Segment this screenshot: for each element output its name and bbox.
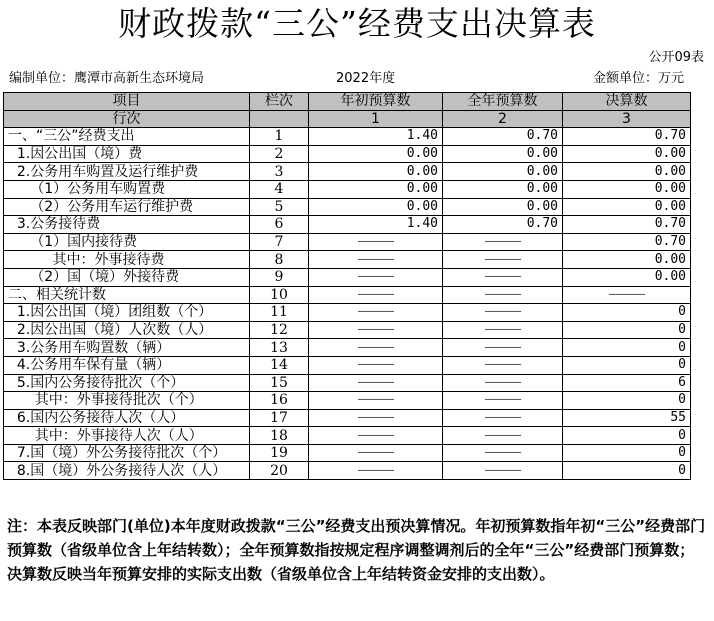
row-budget-full[interactable]: ———— [443,392,563,410]
row-budget-full[interactable]: ———— [443,268,563,286]
row-budget-full[interactable]: ———— [443,444,563,462]
row-final[interactable]: 0 [563,392,691,410]
row-final[interactable]: 0 [563,339,691,357]
row-budget-initial[interactable]: ———— [309,356,443,374]
table-row [4,128,691,146]
table-row [4,304,691,322]
row-seq[interactable]: 16 [250,392,309,410]
row-label[interactable]: 3.公务用车购置数（辆） [4,339,250,357]
table-row [4,462,691,480]
row-seq[interactable]: 10 [250,286,309,304]
row-budget-initial[interactable]: 0.00 [309,198,443,216]
row-budget-full[interactable]: 0.00 [443,198,563,216]
row-label[interactable]: 5.国内公务接待批次（个） [4,374,250,392]
row-budget-full[interactable]: ———— [443,427,563,445]
row-budget-initial[interactable]: ———— [309,374,443,392]
row-seq[interactable]: 13 [250,339,309,357]
row-budget-initial[interactable]: ———— [309,392,443,410]
row-seq[interactable]: 9 [250,268,309,286]
row-budget-initial[interactable]: 1.40 [309,216,443,234]
table-row [4,145,691,163]
table-row [4,198,691,216]
row-budget-full[interactable]: 0.00 [443,163,563,181]
row-budget-initial[interactable]: ———— [309,462,443,480]
table-header-row [4,93,691,111]
row-budget-initial[interactable]: ———— [309,409,443,427]
row-label[interactable]: 3.公务接待费 [4,216,250,234]
row-final[interactable]: 0.00 [563,180,691,198]
table-row [4,374,691,392]
row-label[interactable]: 一、“三公”经费支出 [4,128,250,146]
row-budget-full[interactable]: ———— [443,251,563,269]
row-seq[interactable]: 11 [250,304,309,322]
header-item[interactable]: 项目 [4,93,250,111]
row-label[interactable]: （2）国（境）外接待费 [4,268,250,286]
row-budget-full[interactable]: ———— [443,339,563,357]
row-label[interactable]: （1）公务用车购置费 [4,180,250,198]
table-subheader-row [4,110,691,128]
table-row [4,339,691,357]
form-code: 公开09表 [648,50,704,65]
row-label[interactable]: 2.因公出国（境）人次数（人） [4,321,250,339]
row-seq[interactable]: 3 [250,163,309,181]
table-row [4,251,691,269]
row-final[interactable]: 6 [563,374,691,392]
page-title: 财政拨款“三公”经费支出决算表 [118,4,596,43]
table-row [4,268,691,286]
row-label[interactable]: 1.因公出国（境）费 [4,145,250,163]
row-budget-initial[interactable]: ———— [309,339,443,357]
row-final[interactable]: ———— [563,286,691,304]
expense-table [3,92,691,480]
row-seq[interactable]: 8 [250,251,309,269]
row-final[interactable]: 0 [563,462,691,480]
row-label[interactable]: 4.公务用车保有量（辆） [4,356,250,374]
year-label: 2022年度 [336,71,396,86]
row-seq[interactable]: 17 [250,409,309,427]
row-budget-initial[interactable]: ———— [309,286,443,304]
table-row [4,233,691,251]
row-final[interactable]: 0.00 [563,251,691,269]
row-seq[interactable]: 2 [250,145,309,163]
row-label[interactable]: 二、相关统计数 [4,286,250,304]
row-label[interactable]: 其中：外事接待费 [4,251,250,269]
row-budget-initial[interactable]: ———— [309,304,443,322]
table-row [4,392,691,410]
row-label[interactable]: 其中：外事接待批次（个） [4,392,250,410]
header-seq[interactable]: 栏次 [250,93,309,111]
subheader-blank[interactable] [250,110,309,128]
row-budget-initial[interactable]: ———— [309,251,443,269]
row-budget-initial[interactable]: 0.00 [309,145,443,163]
row-budget-initial[interactable]: 0.00 [309,163,443,181]
table-row [4,216,691,234]
row-seq[interactable]: 19 [250,444,309,462]
row-label[interactable]: 2.公务用车购置及运行维护费 [4,163,250,181]
row-final[interactable]: 0.00 [563,163,691,181]
row-seq[interactable]: 1 [250,128,309,146]
row-seq[interactable]: 4 [250,180,309,198]
subheader-row-index[interactable]: 行次 [4,110,250,128]
header-budget-full[interactable]: 全年预算数 [443,93,563,111]
row-budget-full[interactable]: 0.00 [443,180,563,198]
amount-unit: 金额单位：万元 [592,71,684,86]
row-seq[interactable]: 7 [250,233,309,251]
table-row [4,286,691,304]
row-label[interactable]: （1）国内接待费 [4,233,250,251]
row-budget-full[interactable]: ———— [443,462,563,480]
row-budget-full[interactable]: ———— [443,356,563,374]
table-row [4,409,691,427]
table-row [4,356,691,374]
row-seq[interactable]: 20 [250,462,309,480]
row-final[interactable]: 0 [563,356,691,374]
row-budget-full[interactable]: 0.00 [443,145,563,163]
row-budget-initial[interactable]: ———— [309,427,443,445]
row-final[interactable]: 0.00 [563,268,691,286]
row-budget-full[interactable]: ———— [443,374,563,392]
row-label[interactable]: 其中：外事接待人次（人） [4,427,250,445]
table-row [4,427,691,445]
row-final[interactable]: 0.70 [563,216,691,234]
row-final[interactable]: 0.00 [563,198,691,216]
row-final[interactable]: 0 [563,304,691,322]
row-budget-full[interactable]: 0.70 [443,216,563,234]
row-budget-initial[interactable]: ———— [309,268,443,286]
row-seq[interactable]: 12 [250,321,309,339]
row-final[interactable]: 55 [563,409,691,427]
table-row [4,163,691,181]
footnote: 注：本表反映部门(单位)本年度财政拨款“三公”经费支出预决算情况。年初预算数指年初“三公”经费部门预算数（省级单位含上年结转数）；全年预算数指按规定程序调整调剂后的全年“三公”经费部门预算数；决算数反映当年预算安排的实际支出数（省级单位含上年结转资金安排的支出数）。 [7,517,706,583]
table-row [4,321,691,339]
row-budget-initial[interactable]: 1.40 [309,128,443,146]
row-seq[interactable]: 15 [250,374,309,392]
unit-label: 编制单位：鹰潭市高新生态环境局 [9,71,205,86]
row-final[interactable]: 0.70 [563,233,691,251]
row-label[interactable]: 8.国（境）外公务接待人次（人） [4,462,250,480]
table-row [4,180,691,198]
row-label[interactable]: 6.国内公务接待人次（人） [4,409,250,427]
row-budget-full[interactable]: 0.70 [443,128,563,146]
row-label[interactable]: 7.国（境）外公务接待批次（个） [4,444,250,462]
row-budget-full[interactable]: ———— [443,304,563,322]
row-final[interactable]: 0 [563,444,691,462]
row-seq[interactable]: 18 [250,427,309,445]
subheader-col1[interactable]: 1 [309,110,443,128]
subheader-col2[interactable]: 2 [443,110,563,128]
row-budget-initial[interactable]: ———— [309,444,443,462]
row-seq[interactable]: 5 [250,198,309,216]
row-final[interactable]: 0.00 [563,145,691,163]
row-budget-initial[interactable]: 0.00 [309,180,443,198]
row-budget-full[interactable]: ———— [443,286,563,304]
table-row [4,444,691,462]
row-final[interactable]: 0 [563,321,691,339]
row-budget-full[interactable]: ———— [443,409,563,427]
row-label[interactable]: （2）公务用车运行维护费 [4,198,250,216]
row-budget-full[interactable]: ———— [443,233,563,251]
header-final[interactable]: 决算数 [563,93,691,111]
header-budget-initial[interactable]: 年初预算数 [309,93,443,111]
row-budget-full[interactable]: ———— [443,321,563,339]
row-budget-initial[interactable]: ———— [309,233,443,251]
row-final[interactable]: 0 [563,427,691,445]
row-seq[interactable]: 6 [250,216,309,234]
row-seq[interactable]: 14 [250,356,309,374]
row-final[interactable]: 0.70 [563,128,691,146]
row-budget-initial[interactable]: ———— [309,321,443,339]
subheader-col3[interactable]: 3 [563,110,691,128]
row-label[interactable]: 1.因公出国（境）团组数（个） [4,304,250,322]
